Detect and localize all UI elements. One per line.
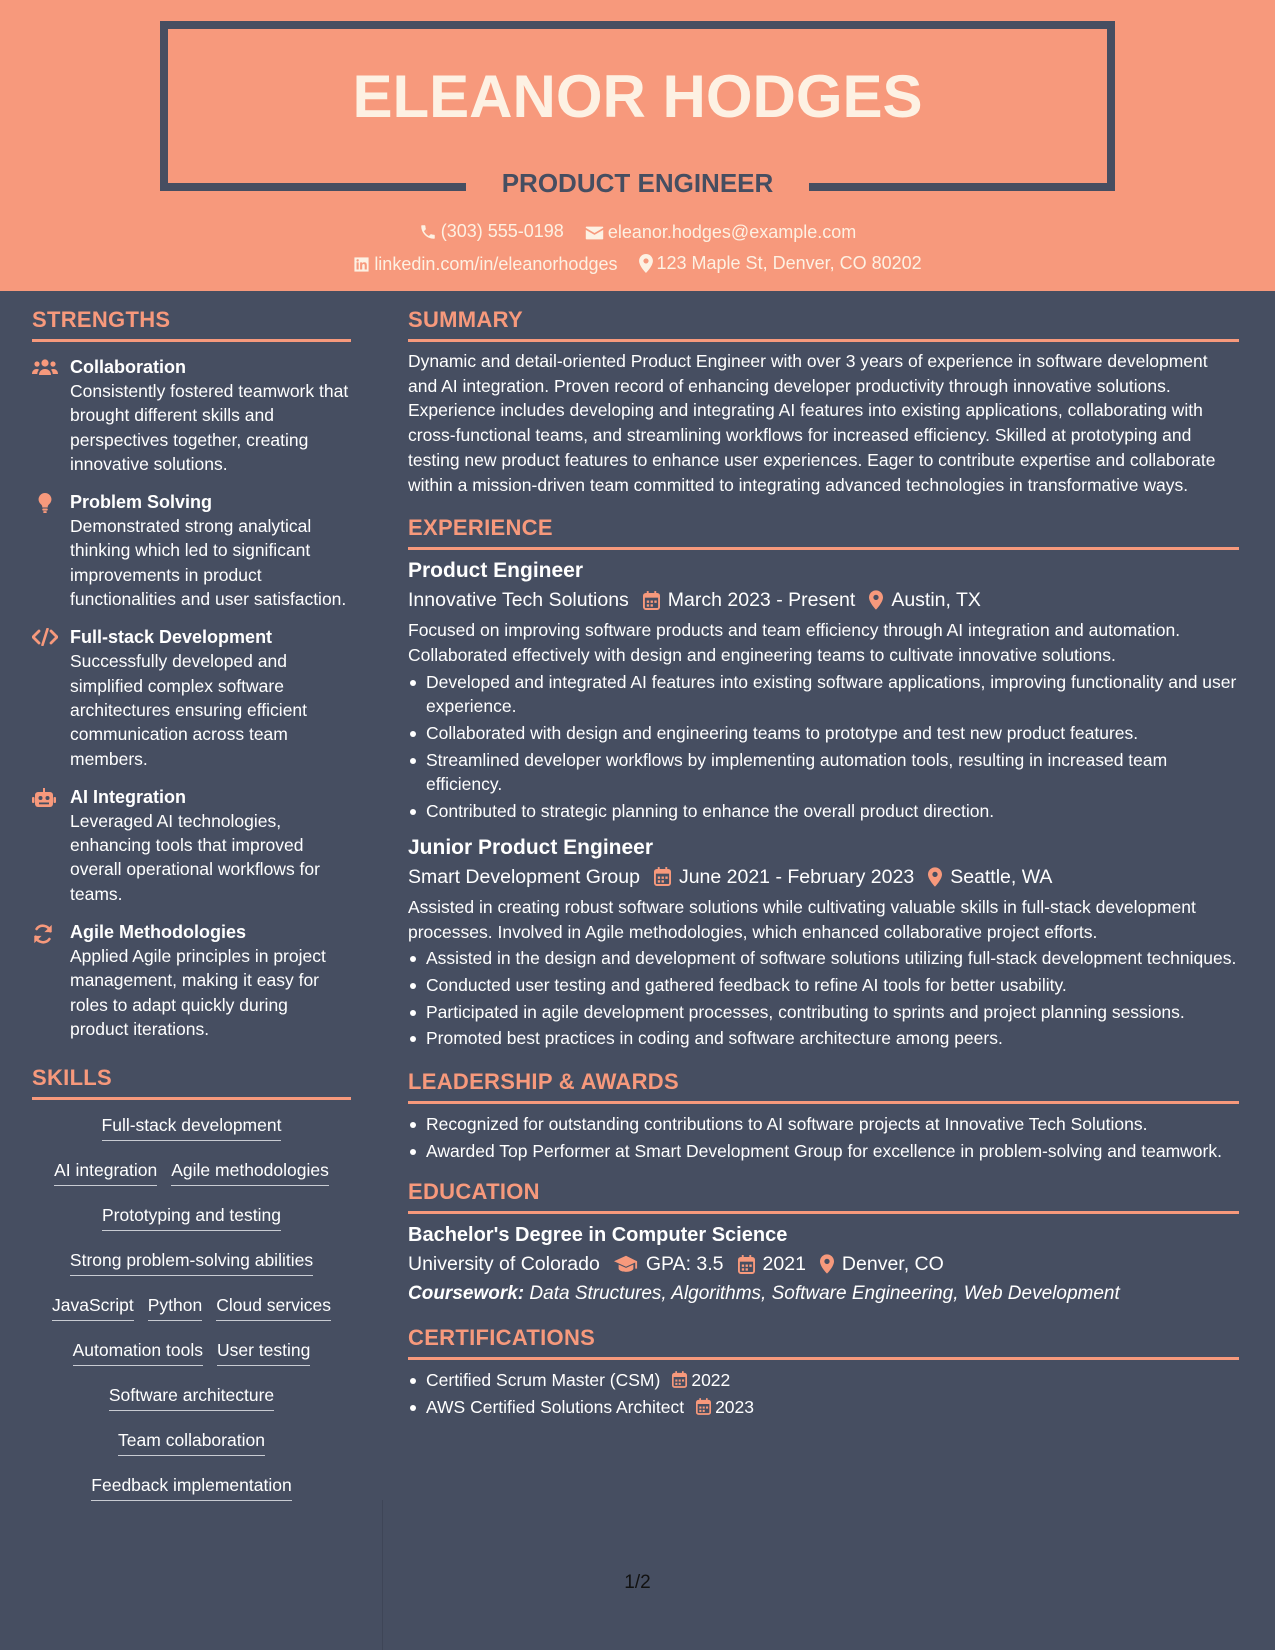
strength-item [32, 920, 351, 1041]
skill-tag: Team collaboration [118, 1429, 265, 1456]
skills-line [32, 1204, 351, 1249]
skill-tag: Full-stack development [102, 1114, 282, 1141]
strength-title: Agile Methodologies [70, 922, 247, 943]
calendar-icon [738, 1255, 755, 1274]
skills-heading: SKILLS [32, 1065, 113, 1091]
bullet-item: Conducted user testing and gathered feedback to refine AI tools for better usability. [408, 973, 1239, 998]
skills-rule [32, 1097, 351, 1100]
header [0, 0, 1275, 291]
leadership-rule [408, 1101, 1239, 1104]
education-rule [408, 1211, 1239, 1214]
summary-text: Dynamic and detail-oriented Product Engineer with over 3 years of experience in software development and AI integration. Proven record of enhancing developer productivity through innovative solutions. Experience includes developing and integrating AI features into existing applications, collaborating with cross-functional teams, and streamlining workflows for increased efficiency. Skilled at prototyping and testing new product features to enhance user experiences. Eager to contribute expertise and collaborate within a mission-driven team committed to integrating advanced technologies in transformative ways. [408, 351, 1216, 495]
map-marker-icon [639, 254, 653, 273]
skill-tag: Agile methodologies [171, 1159, 329, 1186]
experience-rule [408, 547, 1239, 550]
page-number: 1/2 [624, 1572, 651, 1593]
bullet-item: Awarded Top Performer at Smart Development Group for excellence in problem-solving and teamwork. [408, 1139, 1239, 1164]
degree-title: Bachelor's Degree in Computer Science [408, 1224, 788, 1247]
skills-line [32, 1114, 351, 1159]
strength-desc: Consistently fostered teamwork that brought different skills and perspectives together, creating innovative solutions. [70, 381, 349, 474]
skill-tag: Python [148, 1294, 202, 1321]
coursework [408, 1279, 1239, 1309]
job-bullets [408, 670, 1239, 824]
skill-tag: Prototyping and testing [102, 1204, 281, 1231]
graduation-year: 2021 [762, 1253, 806, 1276]
certification-name: AWS Certified Solutions Architect [426, 1397, 685, 1418]
education-heading: EDUCATION [408, 1179, 540, 1205]
skills-line [32, 1384, 351, 1429]
bullet-item: Participated in agile development processes, contributing to sprints and project planning sessions. [408, 1000, 1239, 1025]
contact-phone[interactable] [419, 221, 564, 242]
summary-rule [408, 339, 1239, 342]
job-location: Seattle, WA [950, 865, 1053, 888]
leadership-heading: LEADERSHIP & AWARDS [408, 1069, 679, 1095]
email-text: eleanor.hodges@example.com [607, 222, 857, 242]
bullet-item: Developed and integrated AI features into existing software applications, improving functionality and user experience. [408, 670, 1239, 719]
envelope-icon [585, 225, 604, 241]
coursework-label: Coursework: [408, 1283, 525, 1305]
strengths-heading: STRENGTHS [32, 307, 171, 332]
school-location: Denver, CO [841, 1253, 944, 1276]
job-bullets [408, 946, 1239, 1051]
linkedin-text: linkedin.com/in/eleanorhodges [374, 254, 618, 274]
strength-item [32, 355, 351, 476]
strength-title: Full-stack Development [70, 627, 273, 648]
bullet-item: Promoted best practices in coding and software architecture among peers. [408, 1026, 1239, 1051]
sync-icon [32, 923, 54, 945]
job-entry-title: Junior Product Engineer [408, 835, 654, 859]
skills-line [32, 1294, 351, 1339]
bullet-item: Contributed to strategic planning to enhance the overall product direction. [408, 799, 1239, 824]
skills-line [32, 1159, 351, 1204]
contact-row-2 [0, 253, 1275, 278]
summary-heading: SUMMARY [408, 307, 523, 332]
strength-desc: Applied Agile principles in project management, making it easy for roles to adapt quickly during product iterations. [70, 946, 326, 1039]
skill-tag: JavaScript [52, 1294, 134, 1321]
skills-line [32, 1474, 351, 1519]
strength-desc: Demonstrated strong analytical thinking which led to significant improvements in product functionalities and user satisfaction. [70, 516, 347, 610]
job-dates: June 2021 - February 2023 [678, 865, 915, 888]
contact-address [639, 253, 922, 274]
certification-name: Certified Scrum Master (CSM) [426, 1370, 661, 1391]
coursework-text: Data Structures, Algorithms, Software Engineering, Web Development [529, 1283, 1120, 1305]
job-company: Smart Development Group [408, 865, 640, 888]
certification-item [408, 1368, 1239, 1393]
education-meta [408, 1249, 1239, 1279]
phone-icon [419, 223, 437, 241]
job-title: PRODUCT ENGINEER [501, 168, 774, 198]
users-icon [32, 358, 58, 376]
certification-year: 2022 [691, 1370, 731, 1391]
skill-tag: Automation tools [73, 1339, 203, 1366]
job-entry [408, 557, 1239, 824]
experience-heading: EXPERIENCE [408, 515, 553, 541]
job-meta [408, 585, 1239, 615]
code-icon [32, 628, 58, 646]
job-description: Assisted in creating robust software solutions while cultivating valuable skills in full-stack development processes. Involved in Agile methodologies, which enhanced collaborative project efforts. [408, 896, 1196, 942]
contact-linkedin[interactable] [353, 254, 617, 275]
certifications-list [408, 1368, 1239, 1419]
job-description: Focused on improving software products and team efficiency through AI integration and automation. Collaborated effectively with design and engineering teams to cultivate innovative solutions. [408, 620, 1181, 665]
calendar-icon [696, 1398, 711, 1415]
phone-text: (303) 555-0198 [440, 221, 564, 241]
certification-item [408, 1395, 1239, 1420]
map-marker-icon [928, 867, 942, 887]
bullet-item: Collaborated with design and engineering teams to prototype and test new product features. [408, 721, 1239, 746]
strength-title: AI Integration [70, 786, 186, 807]
skill-tag: Cloud services [216, 1294, 331, 1321]
strength-item [32, 490, 351, 611]
strength-desc: Leveraged AI technologies, enhancing tools that improved overall operational workflows for teams. [70, 810, 320, 904]
strength-item [32, 785, 351, 906]
robot-icon [32, 788, 56, 808]
skill-tag: AI integration [54, 1159, 157, 1186]
lightbulb-icon [37, 493, 53, 513]
strengths-rule [32, 339, 351, 342]
contact-row-1 [0, 221, 1275, 246]
job-meta [408, 862, 1239, 892]
certifications-rule [408, 1357, 1239, 1360]
job-location: Austin, TX [891, 589, 981, 612]
school-name: University of Colorado [408, 1253, 600, 1276]
calendar-icon [672, 1371, 687, 1388]
gpa-text: GPA: 3.5 [645, 1253, 724, 1276]
strength-item [32, 625, 351, 770]
candidate-name: ELEANOR HODGES [352, 63, 923, 130]
skills-list [32, 1114, 351, 1519]
job-entry-title: Product Engineer [408, 559, 584, 583]
calendar-icon [643, 591, 660, 610]
skills-line [32, 1429, 351, 1474]
skill-tag: Strong problem-solving abilities [70, 1249, 313, 1276]
contact-email[interactable] [585, 222, 856, 243]
bullet-item: Assisted in the design and development of software solutions utilizing full-stack development techniques. [408, 946, 1239, 971]
skills-line [32, 1339, 351, 1384]
linkedin-icon [353, 256, 370, 273]
strength-title: Collaboration [70, 357, 186, 377]
graduation-cap-icon [614, 1255, 638, 1273]
map-marker-icon [869, 590, 883, 610]
bullet-item: Recognized for outstanding contributions to AI software projects at Innovative Tech Solutions. [408, 1112, 1239, 1137]
certifications-heading: CERTIFICATIONS [408, 1325, 596, 1351]
skill-tag: User testing [217, 1339, 310, 1366]
job-entry [408, 834, 1239, 1051]
left-column [32, 307, 351, 1519]
map-marker-icon [820, 1254, 834, 1274]
right-column [408, 307, 1239, 1420]
address-text: 123 Maple St, Denver, CO 80202 [656, 253, 922, 273]
strength-title: Problem Solving [70, 492, 213, 513]
certification-year: 2023 [715, 1397, 755, 1418]
strength-desc: Successfully developed and simplified complex software architectures ensuring efficient communication across team members. [70, 651, 308, 769]
skills-line [32, 1249, 351, 1294]
leadership-list [408, 1112, 1239, 1163]
skill-tag: Software architecture [109, 1384, 274, 1411]
job-company: Innovative Tech Solutions [408, 589, 629, 612]
job-dates: March 2023 - Present [667, 589, 856, 612]
skill-tag: Feedback implementation [91, 1474, 291, 1501]
bullet-item: Streamlined developer workflows by implementing automation tools, resulting in increased team efficiency. [408, 748, 1239, 797]
calendar-icon [654, 867, 671, 886]
